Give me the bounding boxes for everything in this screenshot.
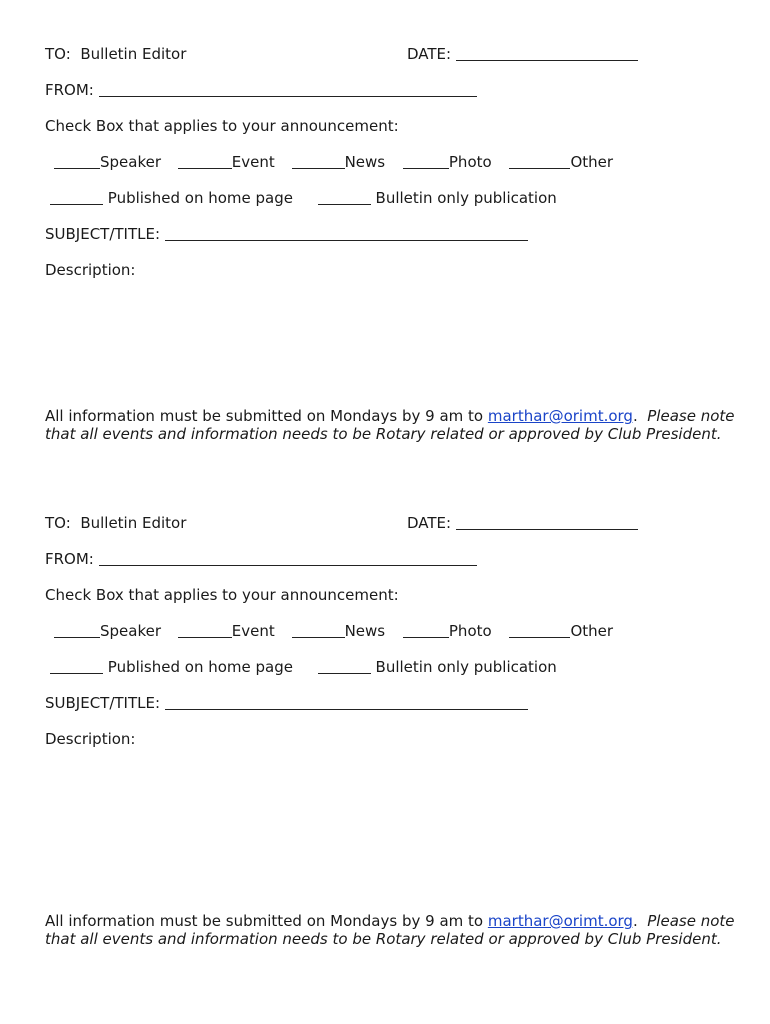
from-row — [45, 549, 477, 569]
bulletin-only-checkbox[interactable] — [318, 659, 371, 674]
announcement-type-row — [54, 152, 613, 172]
date-field[interactable] — [456, 46, 638, 61]
bulletin-only-checkbox[interactable] — [318, 190, 371, 205]
submission-notice: All information must be submitted on Mondays by 9 am to marthar@orimt.org. Please note that all events and information needs to be Rotary related or approved by Club President. — [45, 912, 735, 948]
notice-prefix: All information must be submitted on Mondays by 9 am to — [45, 407, 484, 425]
from-label: FROM: — [45, 550, 94, 568]
other-checkbox[interactable] — [509, 623, 570, 638]
notice-suffix: Please note that all events and information needs to be Rotary related or approved by Club President. — [45, 407, 735, 443]
date-label: DATE: — [407, 45, 452, 63]
subject-label: SUBJECT/TITLE: — [45, 694, 161, 712]
photo-checkbox[interactable] — [403, 154, 449, 169]
subject-label: SUBJECT/TITLE: — [45, 225, 161, 243]
check-instruction: Check Box that applies to your announcement: — [45, 117, 399, 135]
date-group — [407, 513, 638, 533]
subject-row — [45, 693, 528, 713]
option-bulletin-only: Bulletin only publication — [375, 189, 557, 207]
option-home-page: Published on home page — [107, 658, 293, 676]
publication-row — [50, 657, 557, 677]
subject-field[interactable] — [165, 226, 528, 241]
news-checkbox[interactable] — [292, 623, 345, 638]
option-event: Event — [231, 153, 275, 171]
email-link[interactable]: marthar@orimt.org — [487, 912, 633, 930]
publication-row — [50, 188, 557, 208]
option-speaker: Speaker — [100, 622, 162, 640]
notice-prefix: All information must be submitted on Mondays by 9 am to — [45, 912, 484, 930]
home-page-checkbox[interactable] — [50, 190, 103, 205]
speaker-checkbox[interactable] — [54, 623, 100, 638]
option-other: Other — [570, 153, 614, 171]
option-other: Other — [570, 622, 614, 640]
announcement-type-row — [54, 621, 613, 641]
option-speaker: Speaker — [100, 153, 162, 171]
email-link[interactable]: marthar@orimt.org — [487, 407, 633, 425]
home-page-checkbox[interactable] — [50, 659, 103, 674]
option-home-page: Published on home page — [107, 189, 293, 207]
date-field[interactable] — [456, 515, 638, 530]
to-value: Bulletin Editor — [80, 45, 187, 63]
description-label: Description: — [45, 730, 136, 748]
event-checkbox[interactable] — [178, 154, 232, 169]
option-news: News — [344, 153, 386, 171]
date-label: DATE: — [407, 514, 452, 532]
from-field[interactable] — [99, 82, 477, 97]
notice-suffix: Please note that all events and information needs to be Rotary related or approved by Club President. — [45, 912, 735, 948]
photo-checkbox[interactable] — [403, 623, 449, 638]
from-field[interactable] — [99, 551, 477, 566]
event-checkbox[interactable] — [178, 623, 232, 638]
to-row — [45, 513, 735, 533]
to-row — [45, 44, 735, 64]
description-label: Description: — [45, 261, 136, 279]
option-event: Event — [231, 622, 275, 640]
submission-notice: All information must be submitted on Mondays by 9 am to marthar@orimt.org. Please note that all events and information needs to be Rotary related or approved by Club President. — [45, 407, 735, 443]
option-photo: Photo — [448, 153, 492, 171]
from-row — [45, 80, 477, 100]
other-checkbox[interactable] — [509, 154, 570, 169]
option-bulletin-only: Bulletin only publication — [375, 658, 557, 676]
to-value: Bulletin Editor — [80, 514, 187, 532]
option-news: News — [344, 622, 386, 640]
to-label: TO: — [45, 514, 71, 532]
to-label: TO: — [45, 45, 71, 63]
subject-field[interactable] — [165, 695, 528, 710]
speaker-checkbox[interactable] — [54, 154, 100, 169]
news-checkbox[interactable] — [292, 154, 345, 169]
subject-row — [45, 224, 528, 244]
from-label: FROM: — [45, 81, 94, 99]
date-group — [407, 44, 638, 64]
option-photo: Photo — [448, 622, 492, 640]
check-instruction: Check Box that applies to your announcement: — [45, 586, 399, 604]
